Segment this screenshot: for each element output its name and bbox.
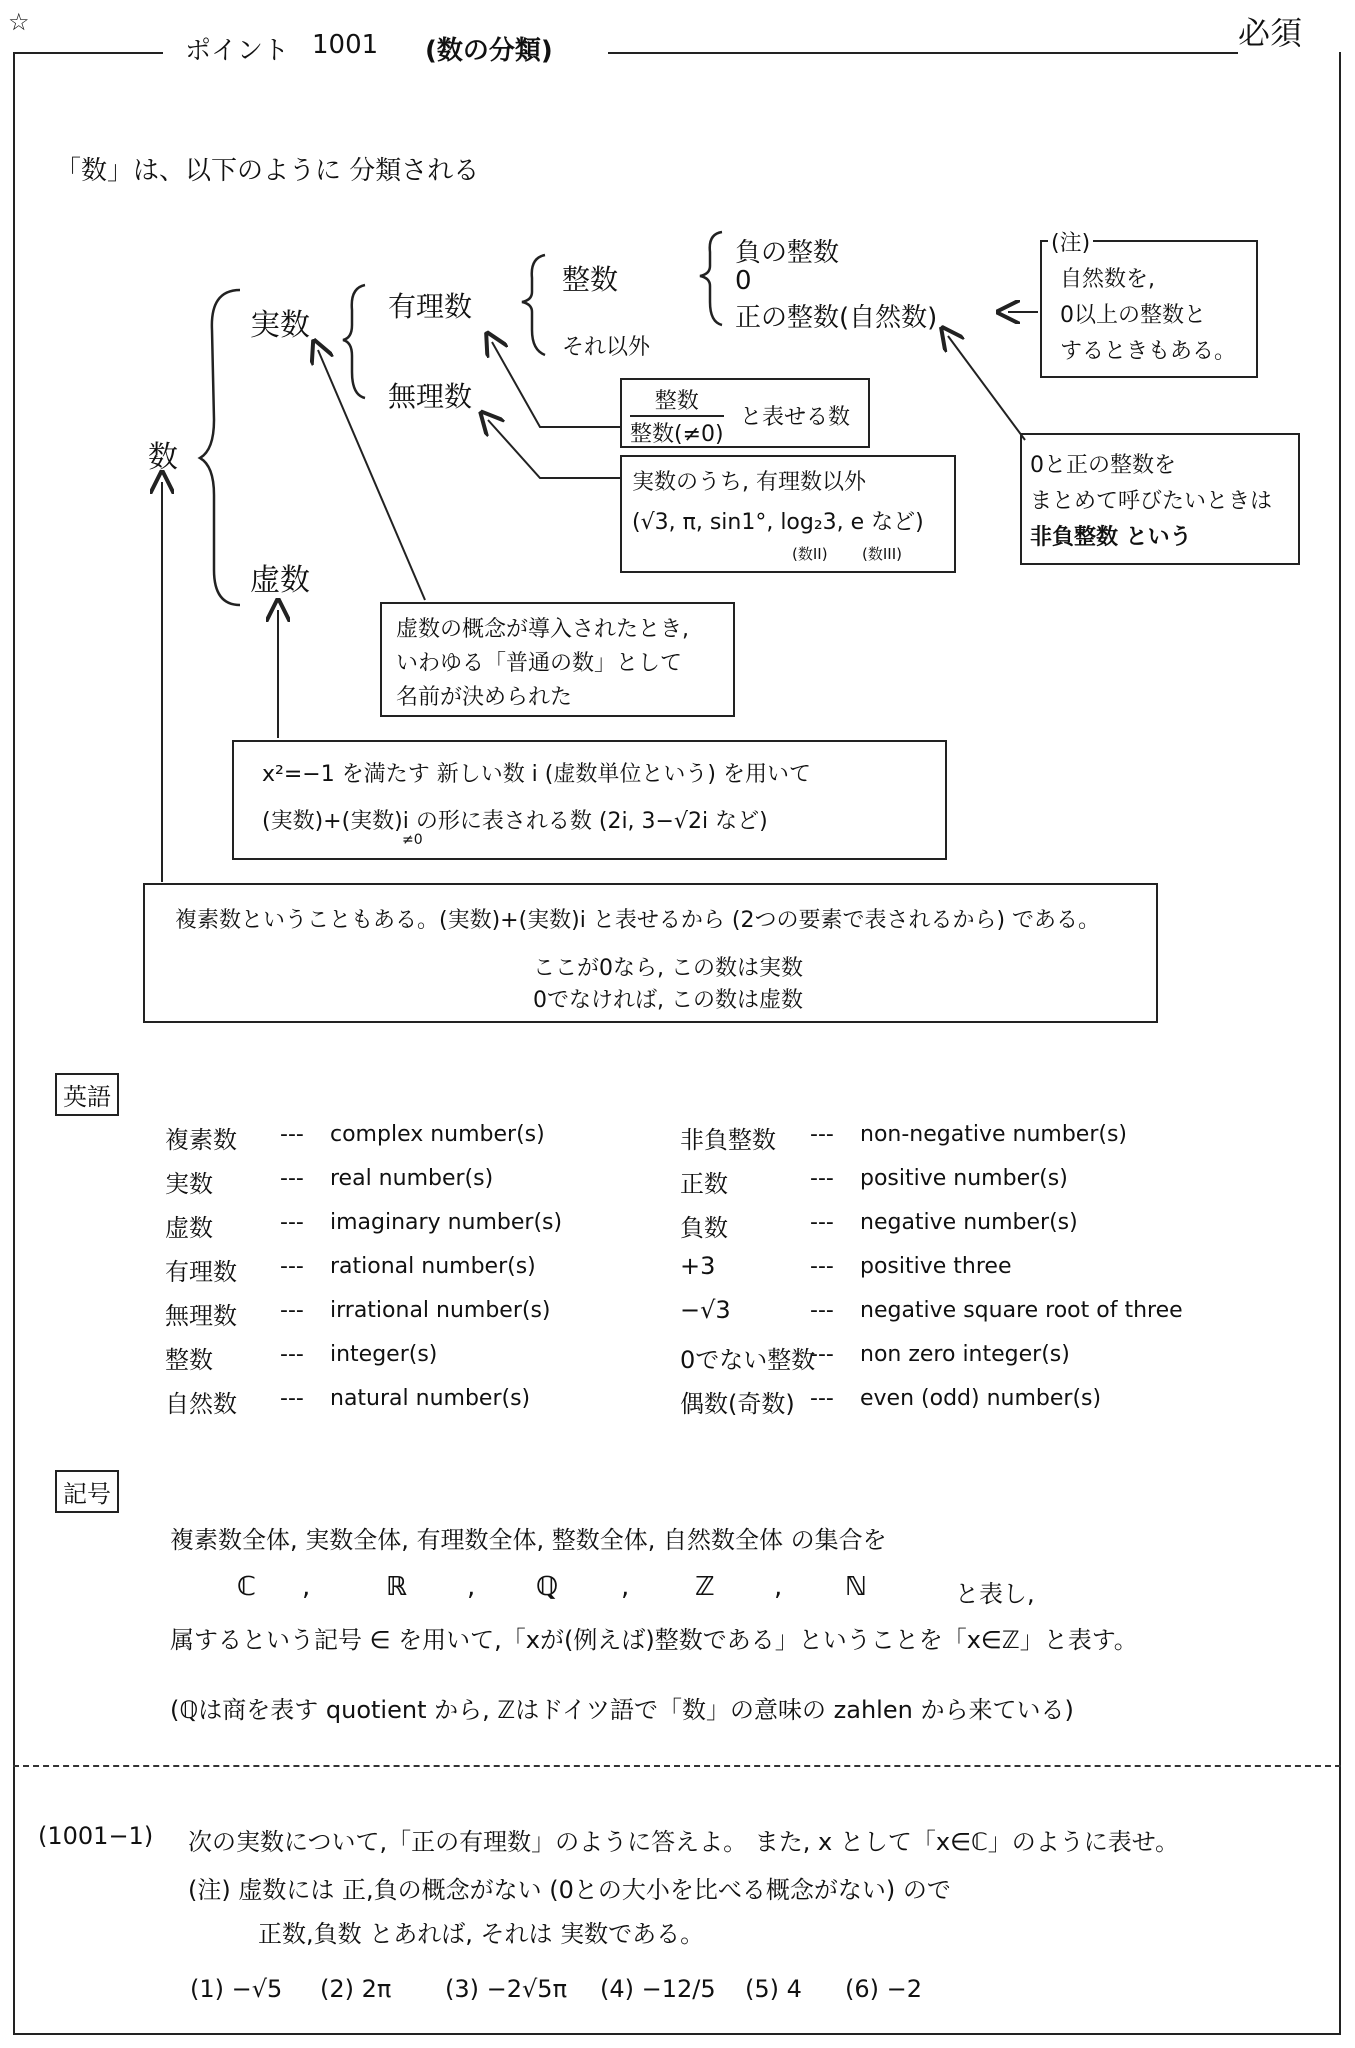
tree-neg-int: 負の整数 [735,238,840,268]
english-jp-term: 負数 [680,1214,728,1242]
complex-line-1: 複素数ということもある。(実数)+(実数)i と表せるから (2つの要素で表されるから) である。 [175,908,1101,933]
nonneg-line-3: 非負整数 という [1030,525,1192,550]
tree-real: 実数 [250,308,310,343]
complex-line-3: 0でなければ, この数は虚数 [533,988,803,1013]
set-comma-4: , [774,1572,783,1602]
english-separator: --- [280,1298,304,1323]
english-separator: --- [280,1122,304,1147]
set-natural: ℕ [845,1572,867,1602]
english-jp-term: 無理数 [165,1302,237,1330]
note-line-2: 0以上の整数と [1060,303,1206,328]
section-divider [13,1765,1341,1767]
rational-numerator: 整数 [630,384,724,417]
english-jp-term: 正数 [680,1170,728,1198]
intro-text: 「数」は、以下のように 分類される [55,156,480,186]
english-en-term: non zero integer(s) [860,1342,1070,1367]
irrational-box [620,455,956,573]
english-separator: --- [280,1342,304,1367]
imag-line-2: (実数)+(実数)i の形に表される数 (2i, 3−√2i など) [262,809,768,834]
english-jp-term: 非負整数 [680,1126,776,1154]
english-label: 英語 [55,1073,119,1116]
english-separator: --- [810,1210,834,1235]
exercise-line-3: 正数,負数 とあれば, それは 実数である。 [258,1920,705,1948]
sets-suffix: と表し, [955,1580,1035,1608]
english-jp-term: +3 [680,1252,716,1280]
english-separator: --- [810,1166,834,1191]
irrational-line-2: (√3, π, sin1°, log₂3, e など) [632,510,924,535]
exercise-id: (1001−1) [38,1822,154,1850]
irrational-line-1: 実数のうち, 有理数以外 [632,470,866,495]
exercise-item: (4) −12/5 [600,1975,716,2003]
set-rational: ℚ [536,1572,559,1602]
imaginary-box [232,740,947,860]
set-integer: ℤ [695,1572,715,1602]
english-separator: --- [280,1166,304,1191]
exercise-item: (2) 2π [320,1975,392,2003]
english-separator: --- [810,1342,834,1367]
english-jp-term: 自然数 [165,1390,237,1418]
imag-line-1: x²=−1 を満たす 新しい数 i (虚数単位という) を用いて [262,762,811,787]
note-title: (注) [1048,226,1093,257]
symbols-line-3: 属するという記号 ∈ を用いて,「xが(例えば)整数である」ということを「x∈ℤ」と表す。 [170,1626,1138,1654]
complex-box [143,883,1158,1023]
english-separator: --- [280,1254,304,1279]
imag-neq: ≠0 [402,832,423,848]
english-en-term: negative number(s) [860,1210,1078,1235]
symbols-line-1: 複素数全体, 実数全体, 有理数全体, 整数全体, 自然数全体 の集合を [170,1526,887,1554]
tree-zero: 0 [735,266,752,296]
real-line-1: 虚数の概念が導入されたとき, [396,617,689,642]
tree-imaginary: 虚数 [250,563,310,598]
english-en-term: rational number(s) [330,1254,536,1279]
set-comma-2: , [467,1572,476,1602]
nonneg-line-2: まとめて呼びたいときは [1030,489,1273,514]
point-number: 1001 [312,30,379,60]
irrational-tag-2: (数III) [862,545,902,563]
english-en-term: positive three [860,1254,1012,1279]
tree-other: それ以外 [562,335,651,360]
tree-rational: 有理数 [388,290,473,323]
point-topic: (数の分類) [425,36,553,66]
note-line-3: するときもある。 [1060,339,1237,364]
english-separator: --- [280,1386,304,1411]
english-jp-term: 複素数 [165,1126,237,1154]
tree-irrational: 無理数 [388,380,473,413]
english-en-term: negative square root of three [860,1298,1183,1323]
star-icon: ☆ [8,8,30,36]
english-en-term: even (odd) number(s) [860,1386,1102,1411]
english-en-term: non-negative number(s) [860,1122,1127,1147]
tree-pos-int: 正の整数(自然数) [735,303,938,333]
irrational-tag-1: (数II) [792,545,828,563]
exercise-item: (6) −2 [845,1975,923,2003]
tree-root: 数 [148,440,178,475]
exercise-line-2: (注) 虚数には 正,負の概念がない (0との大小を比べる概念がない) ので [188,1876,951,1904]
english-en-term: irrational number(s) [330,1298,551,1323]
english-jp-term: −√3 [680,1296,731,1324]
note-line-1: 自然数を, [1060,267,1155,292]
english-en-term: integer(s) [330,1342,438,1367]
exercise-item: (5) 4 [745,1975,802,2003]
rational-suffix: と表せる数 [740,405,851,430]
symbols-line-4: (ℚは商を表す quotient から, ℤはドイツ語で「数」の意味の zahlen から来ている) [170,1696,1074,1724]
english-jp-term: 有理数 [165,1258,237,1286]
english-separator: --- [810,1122,834,1147]
english-jp-term: 偶数(奇数) [680,1390,795,1418]
real-box [380,602,735,717]
english-separator: --- [810,1254,834,1279]
english-jp-term: 0でない整数 [680,1346,816,1374]
english-en-term: natural number(s) [330,1386,531,1411]
english-separator: --- [810,1298,834,1323]
tree-integer: 整数 [562,263,619,296]
symbols-label: 記号 [55,1470,119,1513]
set-comma-3: , [621,1572,630,1602]
rational-denominator: 整数(≠0) [630,422,724,447]
complex-line-2: ここが0なら, この数は実数 [533,956,803,981]
exercise-item: (1) −√5 [190,1975,283,2003]
english-en-term: real number(s) [330,1166,494,1191]
rational-box [620,378,870,448]
english-separator: --- [810,1386,834,1411]
english-jp-term: 整数 [165,1346,213,1374]
nonneg-line-1: 0と正の整数を [1030,453,1176,478]
set-real: ℝ [386,1572,407,1602]
english-jp-term: 実数 [165,1170,213,1198]
english-separator: --- [280,1210,304,1235]
english-en-term: positive number(s) [860,1166,1068,1191]
exercise-line-1: 次の実数について,「正の有理数」のように答えよ。 また, x として「x∈ℂ」のように表せ。 [188,1828,1180,1856]
english-jp-term: 虚数 [165,1214,213,1242]
set-comma-1: , [302,1572,311,1602]
real-line-2: いわゆる「普通の数」として [396,651,683,676]
point-label: ポイント [185,36,290,66]
required-label: 必須 [1238,14,1303,52]
real-line-3: 名前が決められた [396,685,573,710]
set-complex: ℂ [237,1572,257,1602]
english-en-term: imaginary number(s) [330,1210,563,1235]
english-en-term: complex number(s) [330,1122,545,1147]
exercise-item: (3) −2√5π [445,1975,568,2003]
